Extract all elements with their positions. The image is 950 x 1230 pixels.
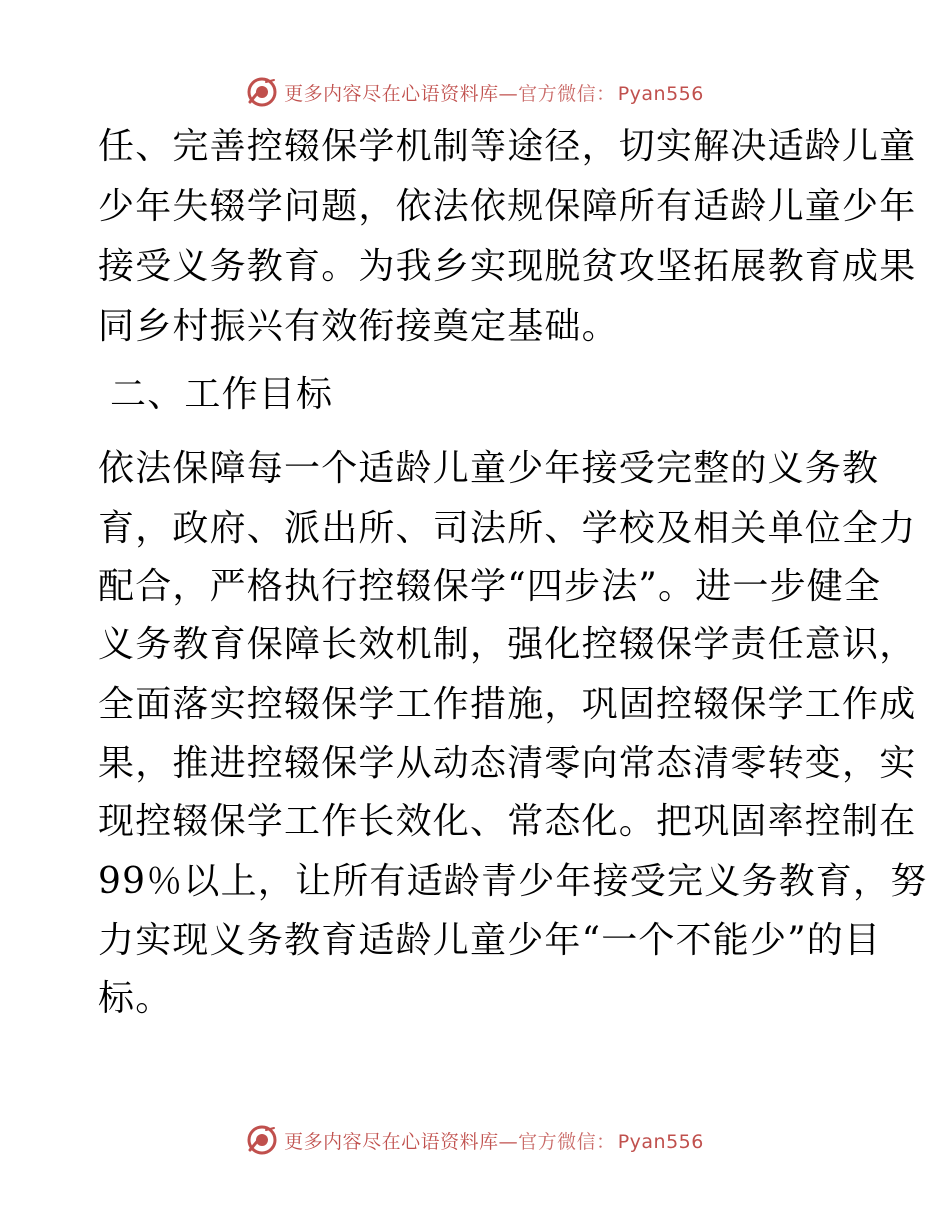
watermark-separator: — [498, 1130, 519, 1153]
paragraph-line: 依法保障每一个适龄儿童少年接受完整的义务教 [98, 448, 880, 489]
stamp-logo-icon [246, 1124, 278, 1156]
watermark-wechat-id: Pyan556 [617, 1130, 704, 1153]
paragraph-line: 全面落实控辍保学工作措施，巩固控辍保学工作成 [98, 684, 917, 725]
paragraph-line: 同乡村振兴有效衔接奠定基础。 [98, 306, 619, 347]
footer-watermark [0, 1120, 950, 1160]
paragraph-line: 标。 [98, 978, 173, 1019]
section-heading: 二、工作目标 [110, 374, 334, 415]
paragraph-line: 99％以上，让所有适龄青少年接受完义务教育，努 [98, 861, 928, 902]
paragraph-line: 育，政府、派出所、司法所、学校及相关单位全力 [98, 508, 917, 549]
paragraph-line: 少年失辍学问题，依法依规保障所有适龄儿童少年 [98, 186, 917, 227]
paragraph-line: 任、完善控辍保学机制等途径，切实解决适龄儿童 [98, 126, 917, 167]
watermark-wechat-label: 官方微信： [518, 82, 616, 105]
watermark-separator: — [498, 82, 519, 105]
header-watermark [0, 72, 950, 112]
paragraph-line: 果，推进控辍保学从动态清零向常态清零转变，实 [98, 743, 917, 784]
watermark-wechat-label: 官方微信： [518, 1130, 616, 1153]
paragraph-line: 力实现义务教育适龄儿童少年“一个不能少”的目 [98, 920, 882, 961]
paragraph-line: 接受义务教育。为我乡实现脱贫攻坚拓展教育成果 [98, 246, 917, 287]
watermark-main-text: 更多内容尽在心语资料库 [284, 1130, 499, 1153]
paragraph-line: 义务教育保障长效机制，强化控辍保学责任意识， [98, 624, 917, 665]
watermark-main-text: 更多内容尽在心语资料库 [284, 82, 499, 105]
paragraph-line: 现控辍保学工作长效化、常态化。把巩固率控制在 [98, 801, 917, 842]
watermark-wechat-id: Pyan556 [617, 82, 704, 105]
stamp-logo-icon [246, 76, 278, 108]
paragraph-line: 配合，严格执行控辍保学“四步法”。进一步健全 [98, 566, 882, 607]
